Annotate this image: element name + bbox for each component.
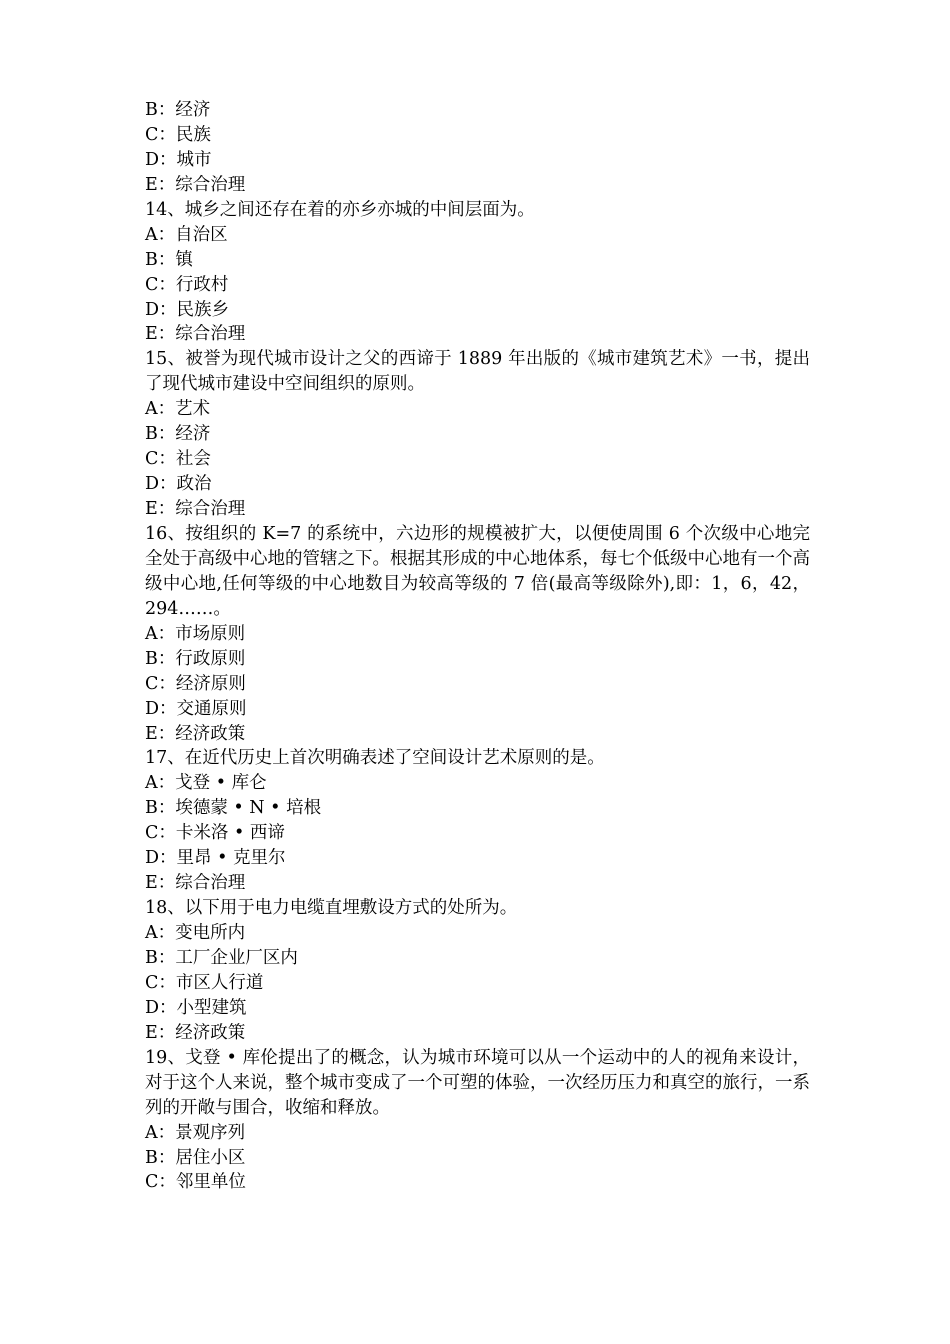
option: E：综合治理 xyxy=(145,873,246,894)
question-14 xyxy=(145,198,810,348)
document-page xyxy=(145,98,810,1195)
question-19 xyxy=(145,1046,810,1196)
question-15 xyxy=(145,347,810,522)
option: C：市区人行道 xyxy=(145,972,264,993)
option: A：自治区 xyxy=(145,224,228,245)
question-16 xyxy=(145,522,810,747)
option: B：镇 xyxy=(145,249,193,270)
option: D：城市 xyxy=(145,149,212,170)
option: A：变电所内 xyxy=(145,923,246,944)
option: A：市场原则 xyxy=(145,623,246,644)
option: C：社会 xyxy=(145,449,211,470)
option: E：经济政策 xyxy=(145,1022,246,1043)
option: C：行政村 xyxy=(145,274,229,295)
option: B：经济 xyxy=(145,100,211,120)
option: D：政治 xyxy=(145,474,212,495)
question-18 xyxy=(145,896,810,1046)
option: C：邻里单位 xyxy=(145,1172,246,1193)
option: B：埃德蒙 • N • 培根 xyxy=(145,798,322,819)
option: D：交通原则 xyxy=(145,698,247,719)
option: E：经济政策 xyxy=(145,723,246,744)
question-text: 15、被誉为现代城市设计之父的西谛于 1889 年出版的《城市建筑艺术》一书，提出了现代城市建设中空间组织的原则。 xyxy=(145,349,810,395)
option: E：综合治理 xyxy=(145,174,246,195)
option: A：景观序列 xyxy=(145,1122,246,1143)
option: B：经济 xyxy=(145,424,211,445)
option: E：综合治理 xyxy=(145,324,246,345)
lead-options xyxy=(145,98,810,198)
option: C：经济原则 xyxy=(145,673,246,694)
option: A：艺术 xyxy=(145,399,211,420)
option: C：民族 xyxy=(145,124,211,145)
option: D：里昂 • 克里尔 xyxy=(145,848,286,869)
option: A：戈登 • 库仑 xyxy=(145,773,267,794)
question-text: 14、城乡之间还存在着的亦乡亦城的中间层面为。 xyxy=(145,199,535,220)
question-text: 18、以下用于电力电缆直埋敷设方式的处所为。 xyxy=(145,898,518,919)
option: D：小型建筑 xyxy=(145,997,247,1018)
option: B：工厂企业厂区内 xyxy=(145,947,298,968)
option: B：行政原则 xyxy=(145,648,246,669)
question-17 xyxy=(145,746,810,896)
option: B：居住小区 xyxy=(145,1147,246,1168)
question-text: 17、在近代历史上首次明确表述了空间设计艺术原则的是。 xyxy=(145,748,605,769)
question-text: 16、按组织的 K=7 的系统中，六边形的规模被扩大，以便使周围 6 个次级中心地完全处于高级中心地的管辖之下。根据其形成的中心地体系，每七个低级中心地有一个高级中心地,任何等级的中心地数目为较高等级的 7 倍(最高等级除外),即：1，6，42，294……。 xyxy=(145,523,810,619)
option: D：民族乡 xyxy=(145,299,230,320)
option: C：卡米洛 • 西谛 xyxy=(145,823,285,844)
option: E：综合治理 xyxy=(145,499,246,520)
question-text: 19、戈登 • 库伦提出了的概念，认为城市环境可以从一个运动中的人的视角来设计，对于这个人来说，整个城市变成了一个可塑的体验，一次经历压力和真空的旅行，一系列的开敞与围合，收缩和释放。 xyxy=(145,1047,810,1118)
